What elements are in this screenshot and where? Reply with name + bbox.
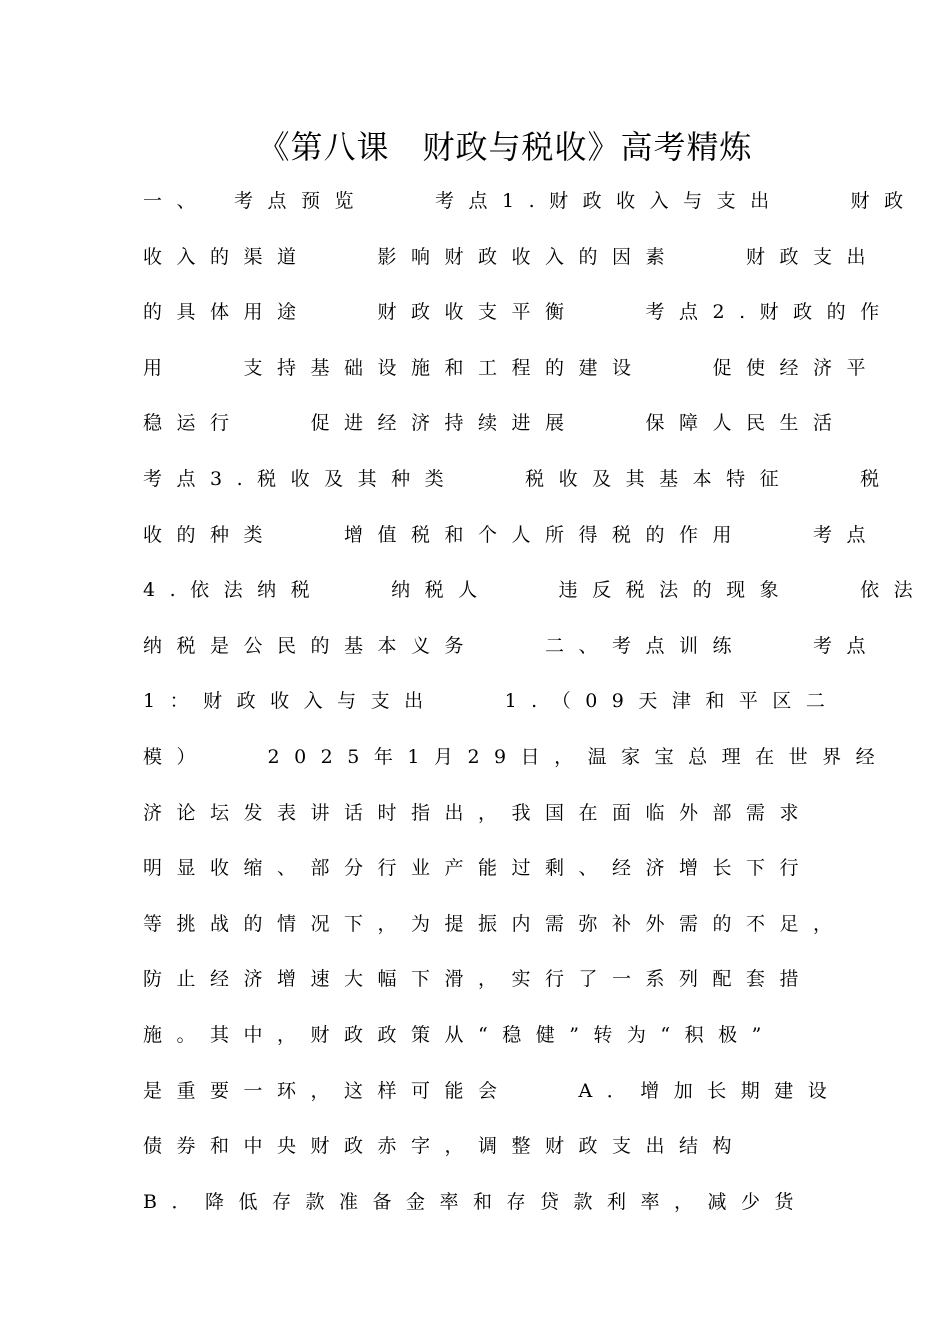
text-line: 考点3.税收及其种类 税收及其基本特征 税 <box>143 467 894 490</box>
text-line: 是重要一环，这样可能会 A．增加长期建设 <box>143 1079 842 1102</box>
text-line: 纳税是公民的基本义务 二、考点训练 考点 <box>143 634 881 657</box>
text-line: 防止经济增速大幅下滑，实行了一系列配套措 <box>143 968 814 991</box>
text-line: 收入的渠道 影响财政收入的因素 财政支出 <box>143 245 881 268</box>
text-line: 1：财政收入与支出 1.（09天津和平区二 <box>143 690 840 713</box>
text-line: 债券和中央财政赤字，调整财政支出结构 <box>143 1135 747 1158</box>
text-line: 稳运行 促进经济持续进展 保障人民生活 <box>143 412 847 435</box>
text-line: 用 支持基础设施和工程的建设 促使经济平 <box>143 356 881 379</box>
text-line: 4.依法纳税 纳税人 违反税法的现象 依法 <box>143 579 928 602</box>
text-line: 明显收缩、部分行业产能过剩、经济增长下行 <box>143 857 814 880</box>
text-line: 收的种类 增值税和个人所得税的作用 考点 <box>143 523 881 546</box>
text-line: 的具体用途 财政收支平衡 考点2.财政的作 <box>143 301 894 324</box>
text-line: 施。其中，财政政策从“稳健”转为“积极” <box>143 1023 776 1046</box>
document-body <box>143 183 928 1239</box>
text-line: 模） 2025年1月29日，温家宝总理在世界经 <box>143 745 890 768</box>
document-title: 《第八课 财政与税收》高考精炼 <box>257 128 753 166</box>
text-line: 一、 考点预览 考点1.财政收入与支出 财政 <box>143 190 918 212</box>
text-line: B．降低存款准备金率和存贷款利率，减少货 <box>143 1190 808 1213</box>
text-line: 等挑战的情况下，为提振内需弥补外需的不足， <box>143 912 847 935</box>
text-line: 济论坛发表讲话时指出，我国在面临外部需求 <box>143 801 814 824</box>
